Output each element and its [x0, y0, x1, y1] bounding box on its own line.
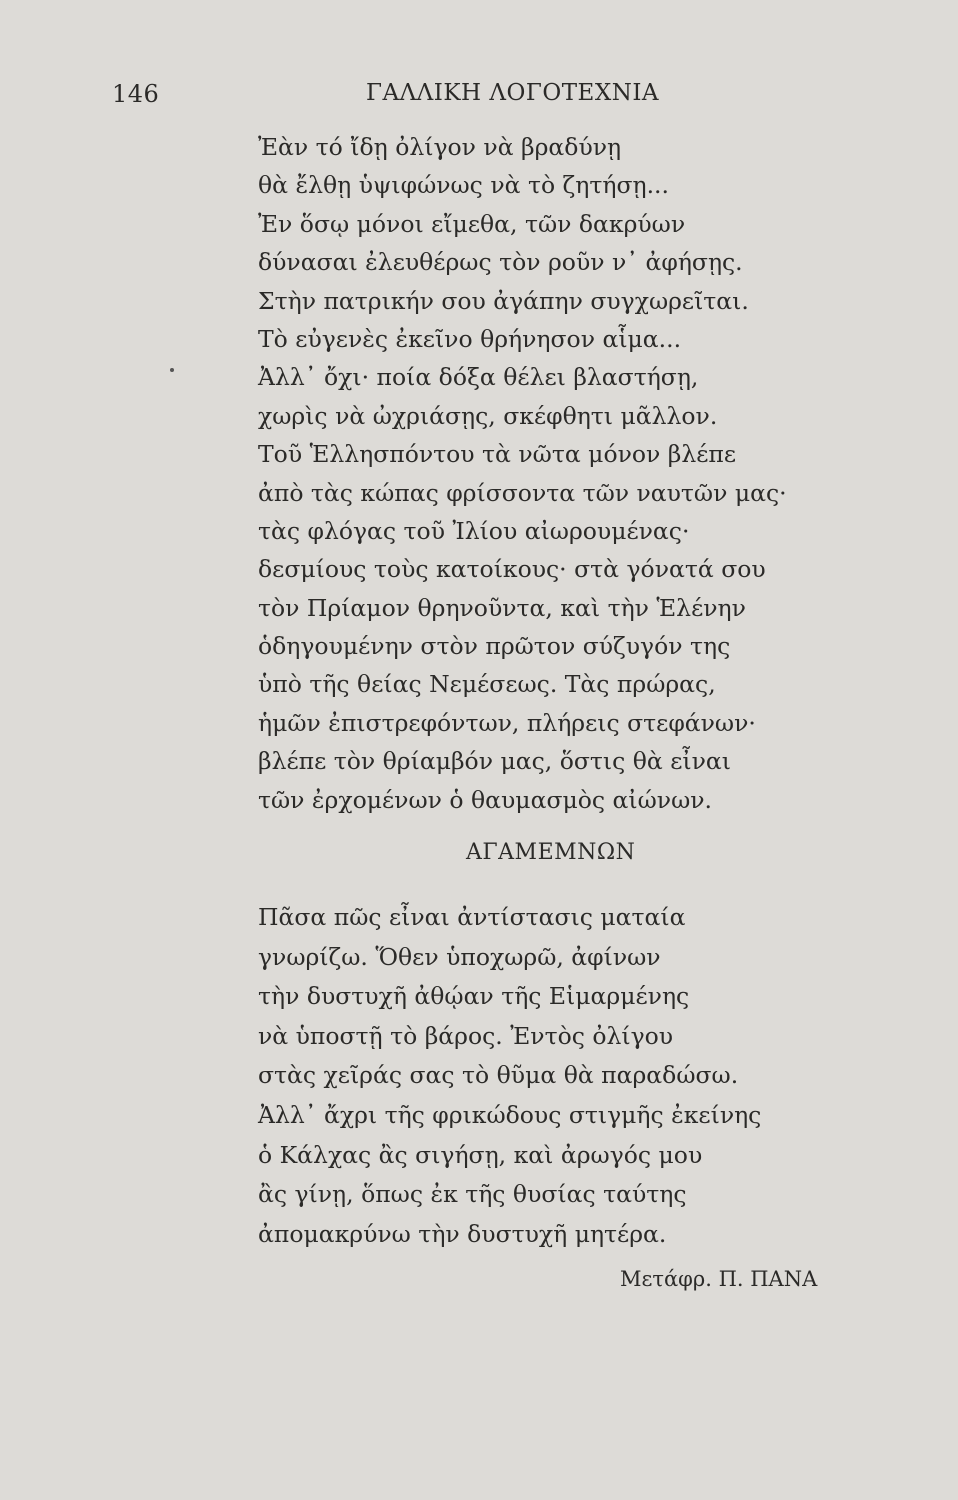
verse-line: θὰ ἔλθῃ ὑψιφώνως νὰ τὸ ζητήσῃ... [258, 171, 669, 200]
verse-line: ἀπὸ τὰς κώπας φρίσσοντα τῶν ναυτῶν μας· [258, 478, 787, 507]
verse-line: Τὸ εὐγενὲς ἐκεῖνο θρήνησον αἷμα... [258, 324, 682, 353]
verse-line: Πᾶσα πῶς εἶναι ἀντίστασις ματαία [258, 903, 686, 931]
verse-line: Στὴν πατρικήν σου ἀγάπην συγχωρεῖται. [258, 286, 749, 315]
verse-line: στὰς χεῖράς σας τὸ θῦμα θὰ παραδώσω. [258, 1061, 739, 1090]
print-speck [170, 368, 174, 372]
verse-line: Ἀλλ᾿ ἄχρι τῆς φρικώδους στιγμῆς ἐκείνης [258, 1100, 762, 1129]
verse-line: ἡμῶν ἐπιστρεφόντων, πλήρεις στεφάνων· [258, 708, 756, 737]
verse-line: τὰς φλόγας τοῦ Ἰλίου αἰωρουμένας· [258, 516, 690, 545]
speaker-heading: ΑΓΑΜΕΜΝΩΝ [466, 840, 636, 865]
verse-line: τῶν ἐρχομένων ὁ θαυμασμὸς αἰώνων. [258, 785, 712, 814]
verse-line: Ἐὰν τό ἴδῃ ὀλίγον νὰ βραδύνῃ [258, 133, 622, 161]
verse-line: δεσμίους τοὺς κατοίκους· στὰ γόνατά σου [258, 555, 766, 584]
verse-line: Ἐν ὅσῳ μόνοι εἴμεθα, τῶν δακρύων [258, 209, 686, 238]
verse-line: ἂς γίνῃ, ὅπως ἐκ τῆς θυσίας ταύτης [258, 1180, 687, 1209]
verse-block-2 [258, 898, 761, 1254]
verse-line: Τοῦ Ἑλλησπόντου τὰ νῶτα μόνον βλέπε [258, 440, 737, 469]
translator-credit: Μετάφρ. Π. ΠΑΝΑ [620, 1267, 818, 1291]
verse-line: ὁ Κάλχας ἂς σιγήσῃ, καὶ ἀρωγός μου [258, 1140, 703, 1169]
page-number: 146 [112, 80, 160, 108]
verse-line: τὴν δυστυχῆ ἀθῴαν τῆς Εἱμαρμένης [258, 982, 690, 1011]
verse-line: Ἀλλ᾿ ὄχι· ποία δόξα θέλει βλαστήσῃ, [258, 363, 699, 392]
verse-line: γνωρίζω. Ὅθεν ὑποχωρῶ, ἀφίνων [258, 942, 661, 971]
verse-block-1 [258, 128, 787, 819]
running-title: ΓΑΛΛΙΚΗ ΛΟΓΟΤΕΧΝΙΑ [366, 80, 660, 106]
verse-line: ἀπομακρύνω τὴν δυστυχῆ μητέρα. [258, 1219, 667, 1248]
verse-line: ὑπὸ τῆς θείας Νεμέσεως. Τὰς πρώρας, [258, 670, 716, 699]
verse-line: ὁδηγουμένην στὸν πρῶτον σύζυγόν της [258, 632, 731, 661]
verse-line: βλέπε τὸν θρίαμβόν μας, ὅστις θὰ εἶναι [258, 747, 731, 776]
verse-line: χωρὶς νὰ ὠχριάσῃς, σκέφθητι μᾶλλον. [258, 401, 718, 430]
verse-line: νὰ ὑποστῇ τὸ βάρος. Ἐντὸς ὀλίγου [258, 1021, 674, 1050]
verse-line: τὸν Πρίαμον θρηνοῦντα, καὶ τὴν Ἑλένην [258, 593, 746, 622]
verse-line: δύνασαι ἐλευθέρως τὸν ροῦν ν᾿ ἀφήσῃς. [258, 248, 743, 277]
